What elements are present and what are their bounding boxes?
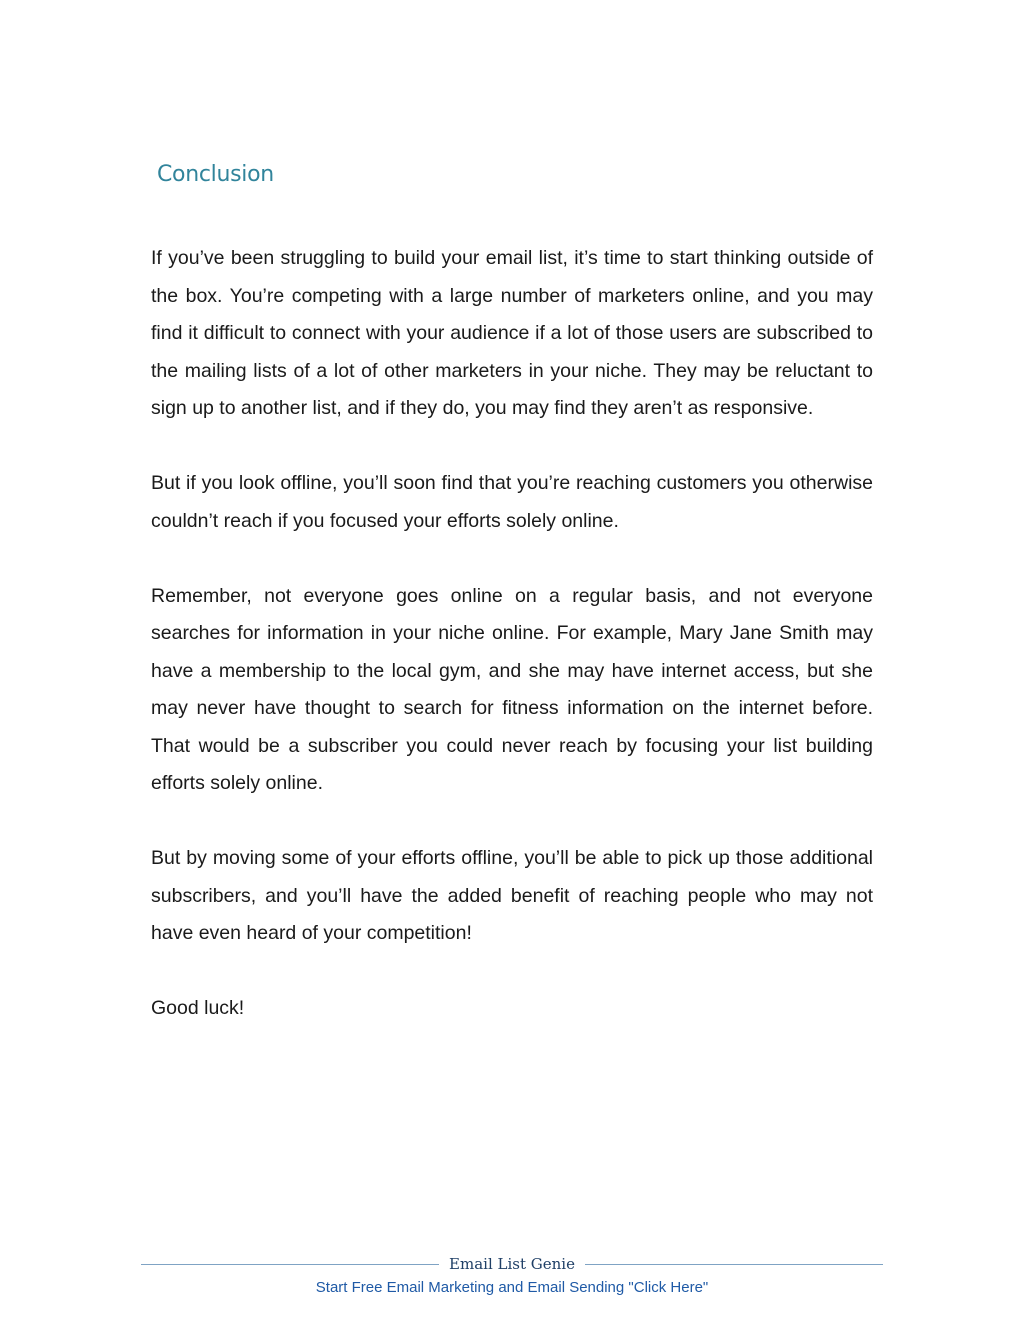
paragraph-intro: If you’ve been struggling to build your email list, it’s time to start thinking outside of the box. You’re competing with a large number of marketers online, and you may find it difficult to connect with your audience if a lot of those users are subscribed to the mailing lists of a lot of other marketers in your niche. They may be reluctant to sign up to another list, and if they do, you may find they aren’t as responsive. bbox=[151, 247, 873, 419]
footer-title-row bbox=[141, 1255, 883, 1273]
page-footer bbox=[141, 1255, 883, 1296]
footer-link[interactable]: Start Free Email Marketing and Email Sending "Click Here" bbox=[315, 1279, 709, 1296]
paragraph-example: Remember, not everyone goes online on a regular basis, and not everyone searches for information in your niche online. For example, Mary Jane Smith may have a membership to the local gym, and she may have internet access, but she may never have thought to search for fitness information on the internet before. That would be a subscriber you could never reach by focusing your list building efforts solely online. bbox=[151, 584, 873, 794]
footer-divider-left bbox=[141, 1264, 439, 1265]
paragraph-closing: Good luck! bbox=[151, 997, 245, 1019]
paragraph-offline: But if you look offline, you’ll soon find that you’re reaching customers you otherwise couldn’t reach if you focused your efforts solely online. bbox=[151, 472, 873, 532]
document-body bbox=[151, 240, 873, 1065]
page-title: Conclusion bbox=[157, 162, 274, 187]
footer-title: Email List Genie bbox=[449, 1255, 575, 1273]
footer-divider-right bbox=[585, 1264, 883, 1265]
paragraph-benefit: But by moving some of your efforts offline, you’ll be able to pick up those additional subscribers, and you’ll have the added benefit of reaching people who may not have even heard of your competition! bbox=[151, 847, 873, 944]
